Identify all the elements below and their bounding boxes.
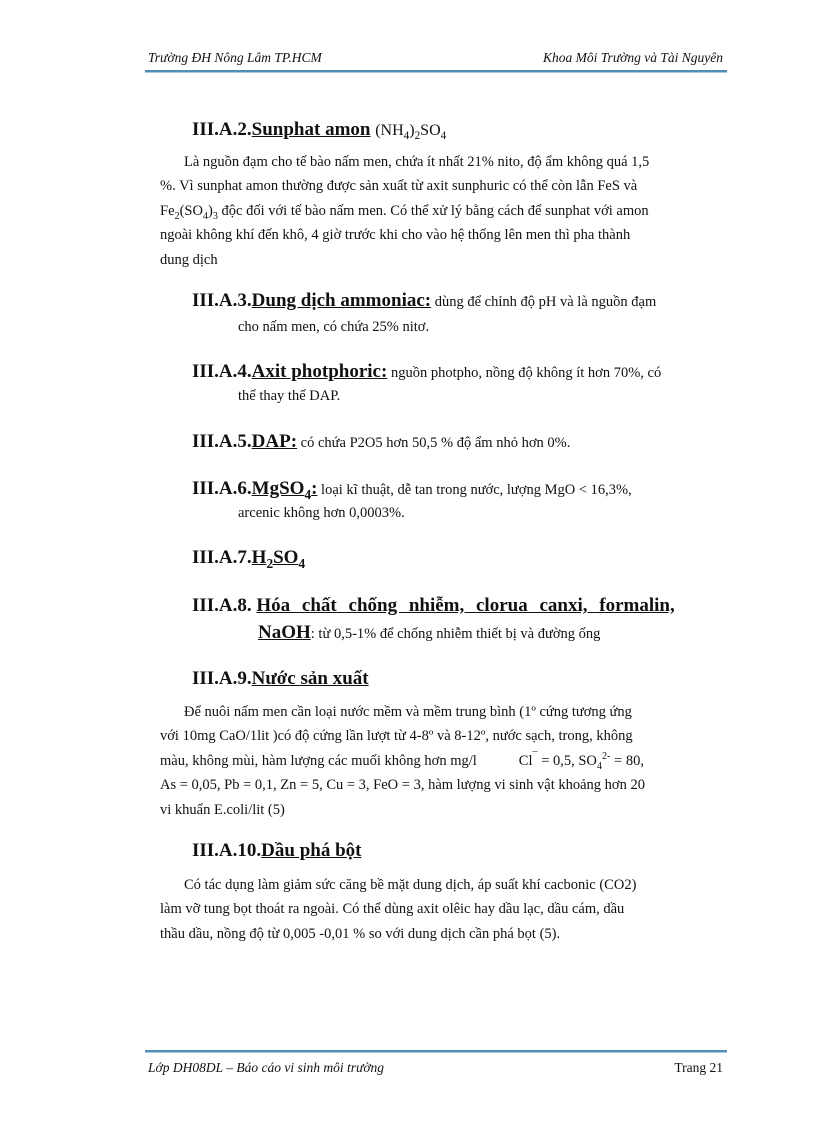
page-number: Trang 21 <box>674 1060 723 1075</box>
paragraph-line: Là nguồn đạm cho tế bào nấm men, chứa ít nhất 21% nito, độ ẩm không quá 1,5 <box>184 154 650 170</box>
heading-continuation: arcenic không hơn 0,0003%. <box>238 505 405 521</box>
heading-iii-a-10: III.A.10.Dầu phá bột <box>192 840 362 861</box>
heading-iii-a-4: III.A.4.Axit photphoric: nguồn photpho, nồng độ không ít hơn 70%, có <box>192 361 662 382</box>
header-rule-light <box>145 72 727 73</box>
heading-iii-a-8-line2: NaOH: từ 0,5-1% để chống nhiễm thiết bị và đường ống <box>258 622 601 643</box>
heading-iii-a-9: III.A.9.Nước sản xuất <box>192 668 369 689</box>
footer-left: Lớp DH08DL – Báo cáo vi sinh môi trường <box>148 1060 385 1075</box>
paragraph-line: Có tác dụng làm giảm sức căng bề mặt dung dịch, áp suất khí cacbonic (CO2) <box>184 877 637 893</box>
paragraph-line: Để nuôi nấm men cần loại nước mềm và mềm trung bình (1º cứng tương ứng <box>184 704 632 720</box>
heading-title: Nước sản xuất <box>251 668 369 689</box>
heading-title: Hóa chất chống nhiễm, clorua canxi, formalin, <box>256 595 675 616</box>
heading-iii-a-6: III.A.6.MgSO$_4$: loại kĩ thuật, dễ tan trong nước, lượng MgO < 16,3%, <box>192 478 632 502</box>
heading-title: Dung dịch ammoniac: <box>251 290 432 311</box>
paragraph-line: %. Vì sunphat amon thường được sản xuất từ axit sunphuric có thể còn lẫn FeS và <box>160 178 638 195</box>
heading-title: Sunphat amon <box>251 119 371 140</box>
paragraph-dau-pha-bot <box>160 873 720 946</box>
paragraph-nuoc-san-xuat <box>160 700 720 822</box>
heading-iii-a-3: III.A.3.Dung dịch ammoniac: dùng để chỉnh độ pH và là nguồn đạm <box>192 290 657 311</box>
heading-title: Dầu phá bột <box>261 840 362 861</box>
heading-iii-a-2: III.A.2.Sunphat amon $(NH_4)_2SO_4$ <box>192 119 447 143</box>
heading-title: Axit photphoric: <box>251 361 388 382</box>
heading-title: $H_2SO_4$ <box>251 547 306 571</box>
heading-title: MgSO$_4$: <box>251 478 318 502</box>
heading-continuation: thể thay thế DAP. <box>238 388 341 404</box>
paragraph-line: làm vỡ tung bọt thoát ra ngoài. Có thể dùng axit olêic hay dầu lạc, dầu cám, dầu <box>160 901 625 918</box>
paragraph-sunphat-amon <box>160 150 720 272</box>
heading-iii-a-7: $III.A.7.H_2SO_4$ <box>192 547 306 571</box>
paragraph-line: $Fe_2(SO_4)_3$ độc đối với tế bào nấm men. Có thể xử lý bằng cách để sunphat với amon <box>160 202 649 222</box>
header-right: Khoa Môi Trường và Tài Nguyên <box>543 50 723 65</box>
heading-title: NaOH <box>258 622 311 643</box>
paragraph-line: ngoài không khí đến khô, 4 giờ trước khi cho vào hệ thống lên men thì pha thành <box>160 227 631 244</box>
formula: $(NH_4)_2SO_4$ <box>375 122 447 143</box>
paragraph-line: As = 0,05, Pb = 0,1, Zn = 5, Cu = 3, FeO = 3, hàm lượng vi sinh vật khoảng hơn 20 <box>160 777 645 794</box>
footer-rule-light <box>145 1052 727 1053</box>
heading-iii-a-8: III.A.8. Hóa chất chống nhiễm, clorua canxi, formalin, <box>192 595 675 616</box>
heading-continuation: cho nấm men, có chứa 25% nitơ. <box>238 319 430 335</box>
heading-iii-a-5: III.A.5.DAP: có chứa P2O5 hơn 50,5 % độ ẩm nhỏ hơn 0%. <box>192 431 571 452</box>
paragraph-line: với 10mg CaO/1lit )có độ cứng lần lượt từ 4-8º và 8-12º, nước sạch, trong, không <box>160 728 633 745</box>
paragraph-line: dung dịch <box>160 251 218 268</box>
paragraph-line: vi khuẩn E.coli/lit (5) <box>160 801 285 818</box>
paragraph-line: thầu dầu, nồng độ từ 0,005 -0,01 % so với dung dịch cần phá bọt (5). <box>160 925 561 942</box>
heading-title: DAP: <box>251 431 298 452</box>
paragraph-line: màu, không mùi, hàm lượng các muối không hơn mg/l Cl¯ = 0,5, $SO_4^{2-} = 80$, <box>160 750 644 772</box>
header-left: Trường ĐH Nông Lâm TP.HCM <box>148 50 322 65</box>
